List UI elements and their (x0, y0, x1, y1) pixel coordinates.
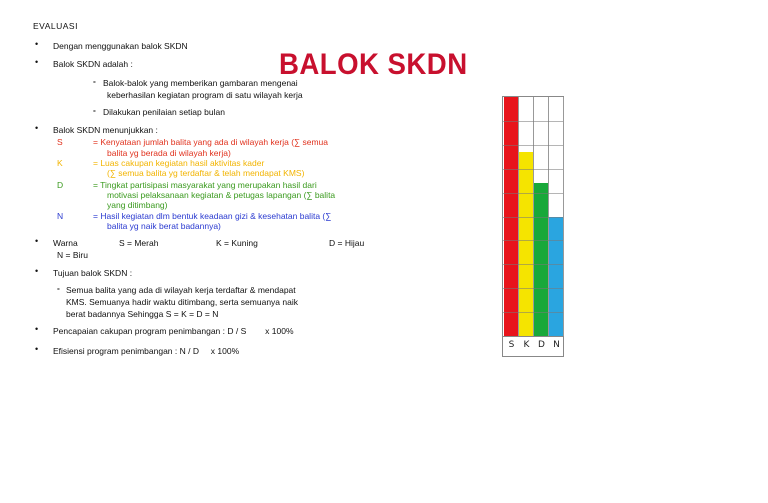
tujuan-line2: KMS. Semuanya hadir waktu ditimbang, serta semuanya naik (66, 297, 298, 307)
warna-label: Warna (53, 238, 78, 248)
balok-bar-d (534, 183, 548, 336)
page-heading: EVALUASI (33, 21, 78, 31)
balok-grid-line (503, 169, 563, 170)
bullet-dot: • (35, 324, 39, 334)
balok-label-k: K (523, 340, 530, 350)
bullet-dot: • (35, 344, 39, 354)
def-k-line2: (∑ semua balita yg terdaftar & telah mendapat KMS) (107, 168, 305, 178)
balok-grid-line (503, 217, 563, 218)
def-d-line3: yang ditimbang) (107, 200, 168, 210)
balok-grid-line (503, 312, 563, 313)
warna-n: N = Biru (57, 250, 88, 260)
adalah-item-1-line2: keberhasilan kegiatan program di satu wilayah kerja (107, 90, 303, 100)
balok-grid-line (503, 193, 563, 194)
bullet-dot: • (35, 39, 39, 49)
balok-label-n: N (553, 340, 560, 350)
bullet-text-efisiensi: Efisiensi program penimbangan : N / D x 100% (53, 346, 240, 356)
balok-grid-line (503, 145, 563, 146)
balok-labels (503, 336, 563, 357)
def-k-key: K (57, 158, 63, 168)
def-d-key: D (57, 180, 64, 190)
def-n-key: N (57, 211, 64, 221)
bullet-dot: • (35, 123, 39, 133)
def-k-line1: = Luas cakupan kegiatan hasil aktivitas kader (93, 158, 265, 168)
warna-s: S = Merah (119, 238, 159, 248)
bullet-text-skdn: Dengan menggunakan balok SKDN (53, 41, 188, 51)
bullet-text-adalah: Balok SKDN adalah : (53, 59, 133, 69)
def-s-line2: balita yg berada di wilayah kerja) (107, 148, 231, 158)
balok-skdn-chart (502, 96, 564, 357)
def-s-key: S (57, 137, 63, 147)
dash-icon: - (93, 76, 96, 86)
balok-grid-line (503, 264, 563, 265)
def-d-line2: motivasi pelaksanaan kegiatan & petugas lapangan (∑ balita (107, 190, 336, 200)
warna-d: D = Hijau (329, 238, 365, 248)
def-s-line1: = Kenyataan jumlah balita yang ada di wilayah kerja (∑ semua (93, 137, 328, 147)
def-n-line1: = Hasil kegiatan dlm bentuk keadaan gizi & kesehatan balita (∑ (93, 211, 332, 221)
balok-bar-k (519, 152, 533, 336)
balok-grid-line (503, 240, 563, 241)
tujuan-line3: berat badannya Sehingga S = K = D = N (66, 309, 219, 319)
balok-skdn-title-image: BALOK SKDN (279, 48, 468, 81)
balok-label-d: D (538, 340, 545, 350)
bullet-dot: • (35, 236, 39, 246)
def-d-line1: = Tingkat partisipasi masyarakat yang merupakan hasil dari (93, 180, 317, 190)
warna-k: K = Kuning (216, 238, 258, 248)
bullet-dot: • (35, 57, 39, 67)
balok-label-s: S (508, 340, 515, 350)
balok-grid-line (503, 288, 563, 289)
balok-bar-n (549, 217, 563, 337)
bullet-text-menunjukkan: Balok SKDN menunjukkan : (53, 125, 158, 135)
dash-icon: - (57, 283, 60, 293)
bullet-text-tujuan: Tujuan balok SKDN : (53, 268, 133, 278)
tujuan-line1: Semua balita yang ada di wilayah kerja terdaftar & mendapat (66, 285, 296, 295)
dash-icon: - (93, 105, 96, 115)
def-n-line2: balita yg naik berat badannya) (107, 221, 221, 231)
adalah-item-1-line1: Balok-balok yang memberikan gambaran mengenai (103, 78, 298, 88)
bullet-text-pencapaian: Pencapaian cakupan program penimbangan : D / S x 100% (53, 326, 294, 336)
adalah-item-2: Dilakukan penilaian setiap bulan (103, 107, 225, 117)
bullet-dot: • (35, 266, 39, 276)
balok-grid-line (503, 121, 563, 122)
